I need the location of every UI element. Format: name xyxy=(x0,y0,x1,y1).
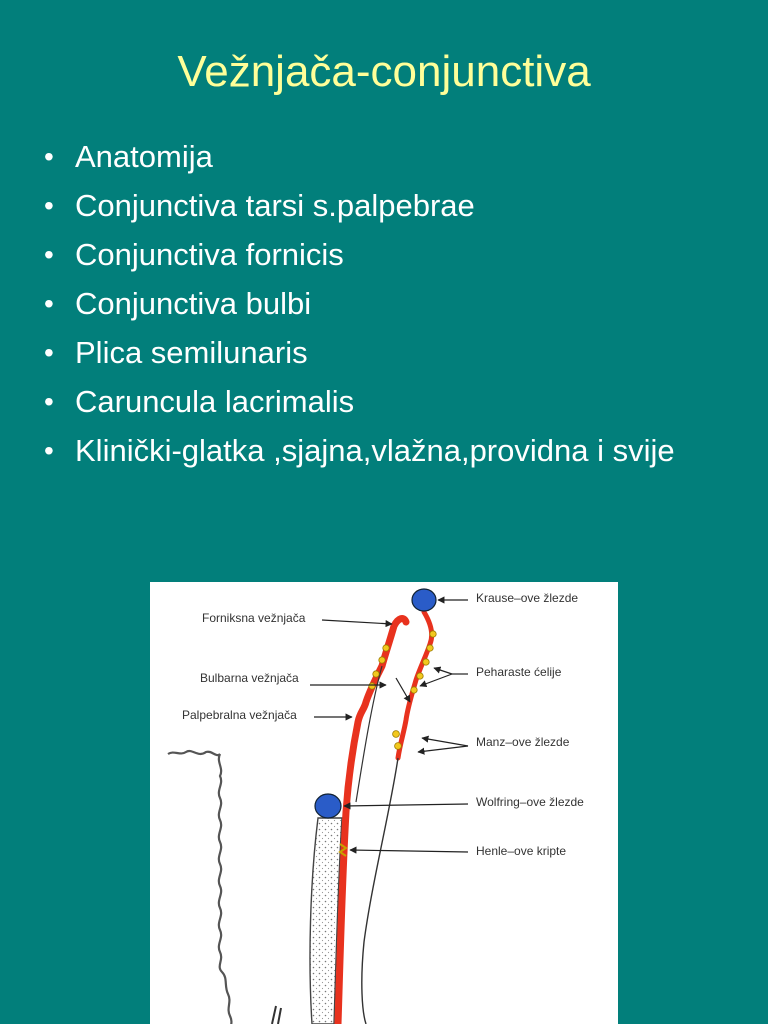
slide-title: Vežnjača-conjunctiva xyxy=(177,47,591,96)
bullet-item xyxy=(44,236,734,273)
conjunctiva-bulbar xyxy=(398,612,432,758)
bullet-dot: • xyxy=(44,190,54,221)
label-wolfring: Wolfring–ove žlezde xyxy=(476,795,584,809)
diagram-svg xyxy=(150,582,618,1024)
bullet-dot: • xyxy=(44,337,54,368)
bullet-item xyxy=(44,432,734,469)
bullet-dot: • xyxy=(44,239,54,270)
label-krause: Krause–ove žlezde xyxy=(476,591,579,605)
label-manz: Manz–ove žlezde xyxy=(476,735,570,749)
skin-line xyxy=(168,751,232,1024)
label-henle: Henle–ove kripte xyxy=(476,844,567,858)
label-forniksna: Forniksna vežnjača xyxy=(202,611,306,625)
bullet-item xyxy=(44,383,734,420)
globe-surface xyxy=(362,758,398,1024)
bullet-list xyxy=(44,138,734,481)
bullet-item xyxy=(44,285,734,322)
krause-gland xyxy=(412,589,436,611)
bullet-dot: • xyxy=(44,288,54,319)
conjunctiva-palpebral xyxy=(338,619,406,1024)
label-peharaste: Peharaste ćelije xyxy=(476,665,562,679)
label-bulbarna: Bulbarna vežnjača xyxy=(200,671,299,685)
conjunctiva-diagram xyxy=(150,582,618,1024)
bullet-text: Conjunctiva tarsi s.palpebrae xyxy=(75,188,475,223)
bullet-item xyxy=(44,187,734,224)
lash xyxy=(272,1006,281,1024)
wolfring-gland xyxy=(315,794,341,818)
bullet-text: Conjunctiva bulbi xyxy=(75,286,312,321)
bullet-item xyxy=(44,138,734,175)
bullet-text: Plica semilunaris xyxy=(75,335,308,370)
bullet-dot: • xyxy=(44,141,54,172)
bullet-item xyxy=(44,334,734,371)
bullet-dot: • xyxy=(44,386,54,417)
bullet-text: Anatomija xyxy=(75,139,213,174)
label-palpebralna: Palpebralna vežnjača xyxy=(182,708,297,722)
bullet-text: Klinički-glatka ,sjajna,vlažna,providna i svije xyxy=(75,433,675,468)
bullet-text: Caruncula lacrimalis xyxy=(75,384,355,419)
bullet-text: Conjunctiva fornicis xyxy=(75,237,344,272)
bullet-dot: • xyxy=(44,435,54,466)
